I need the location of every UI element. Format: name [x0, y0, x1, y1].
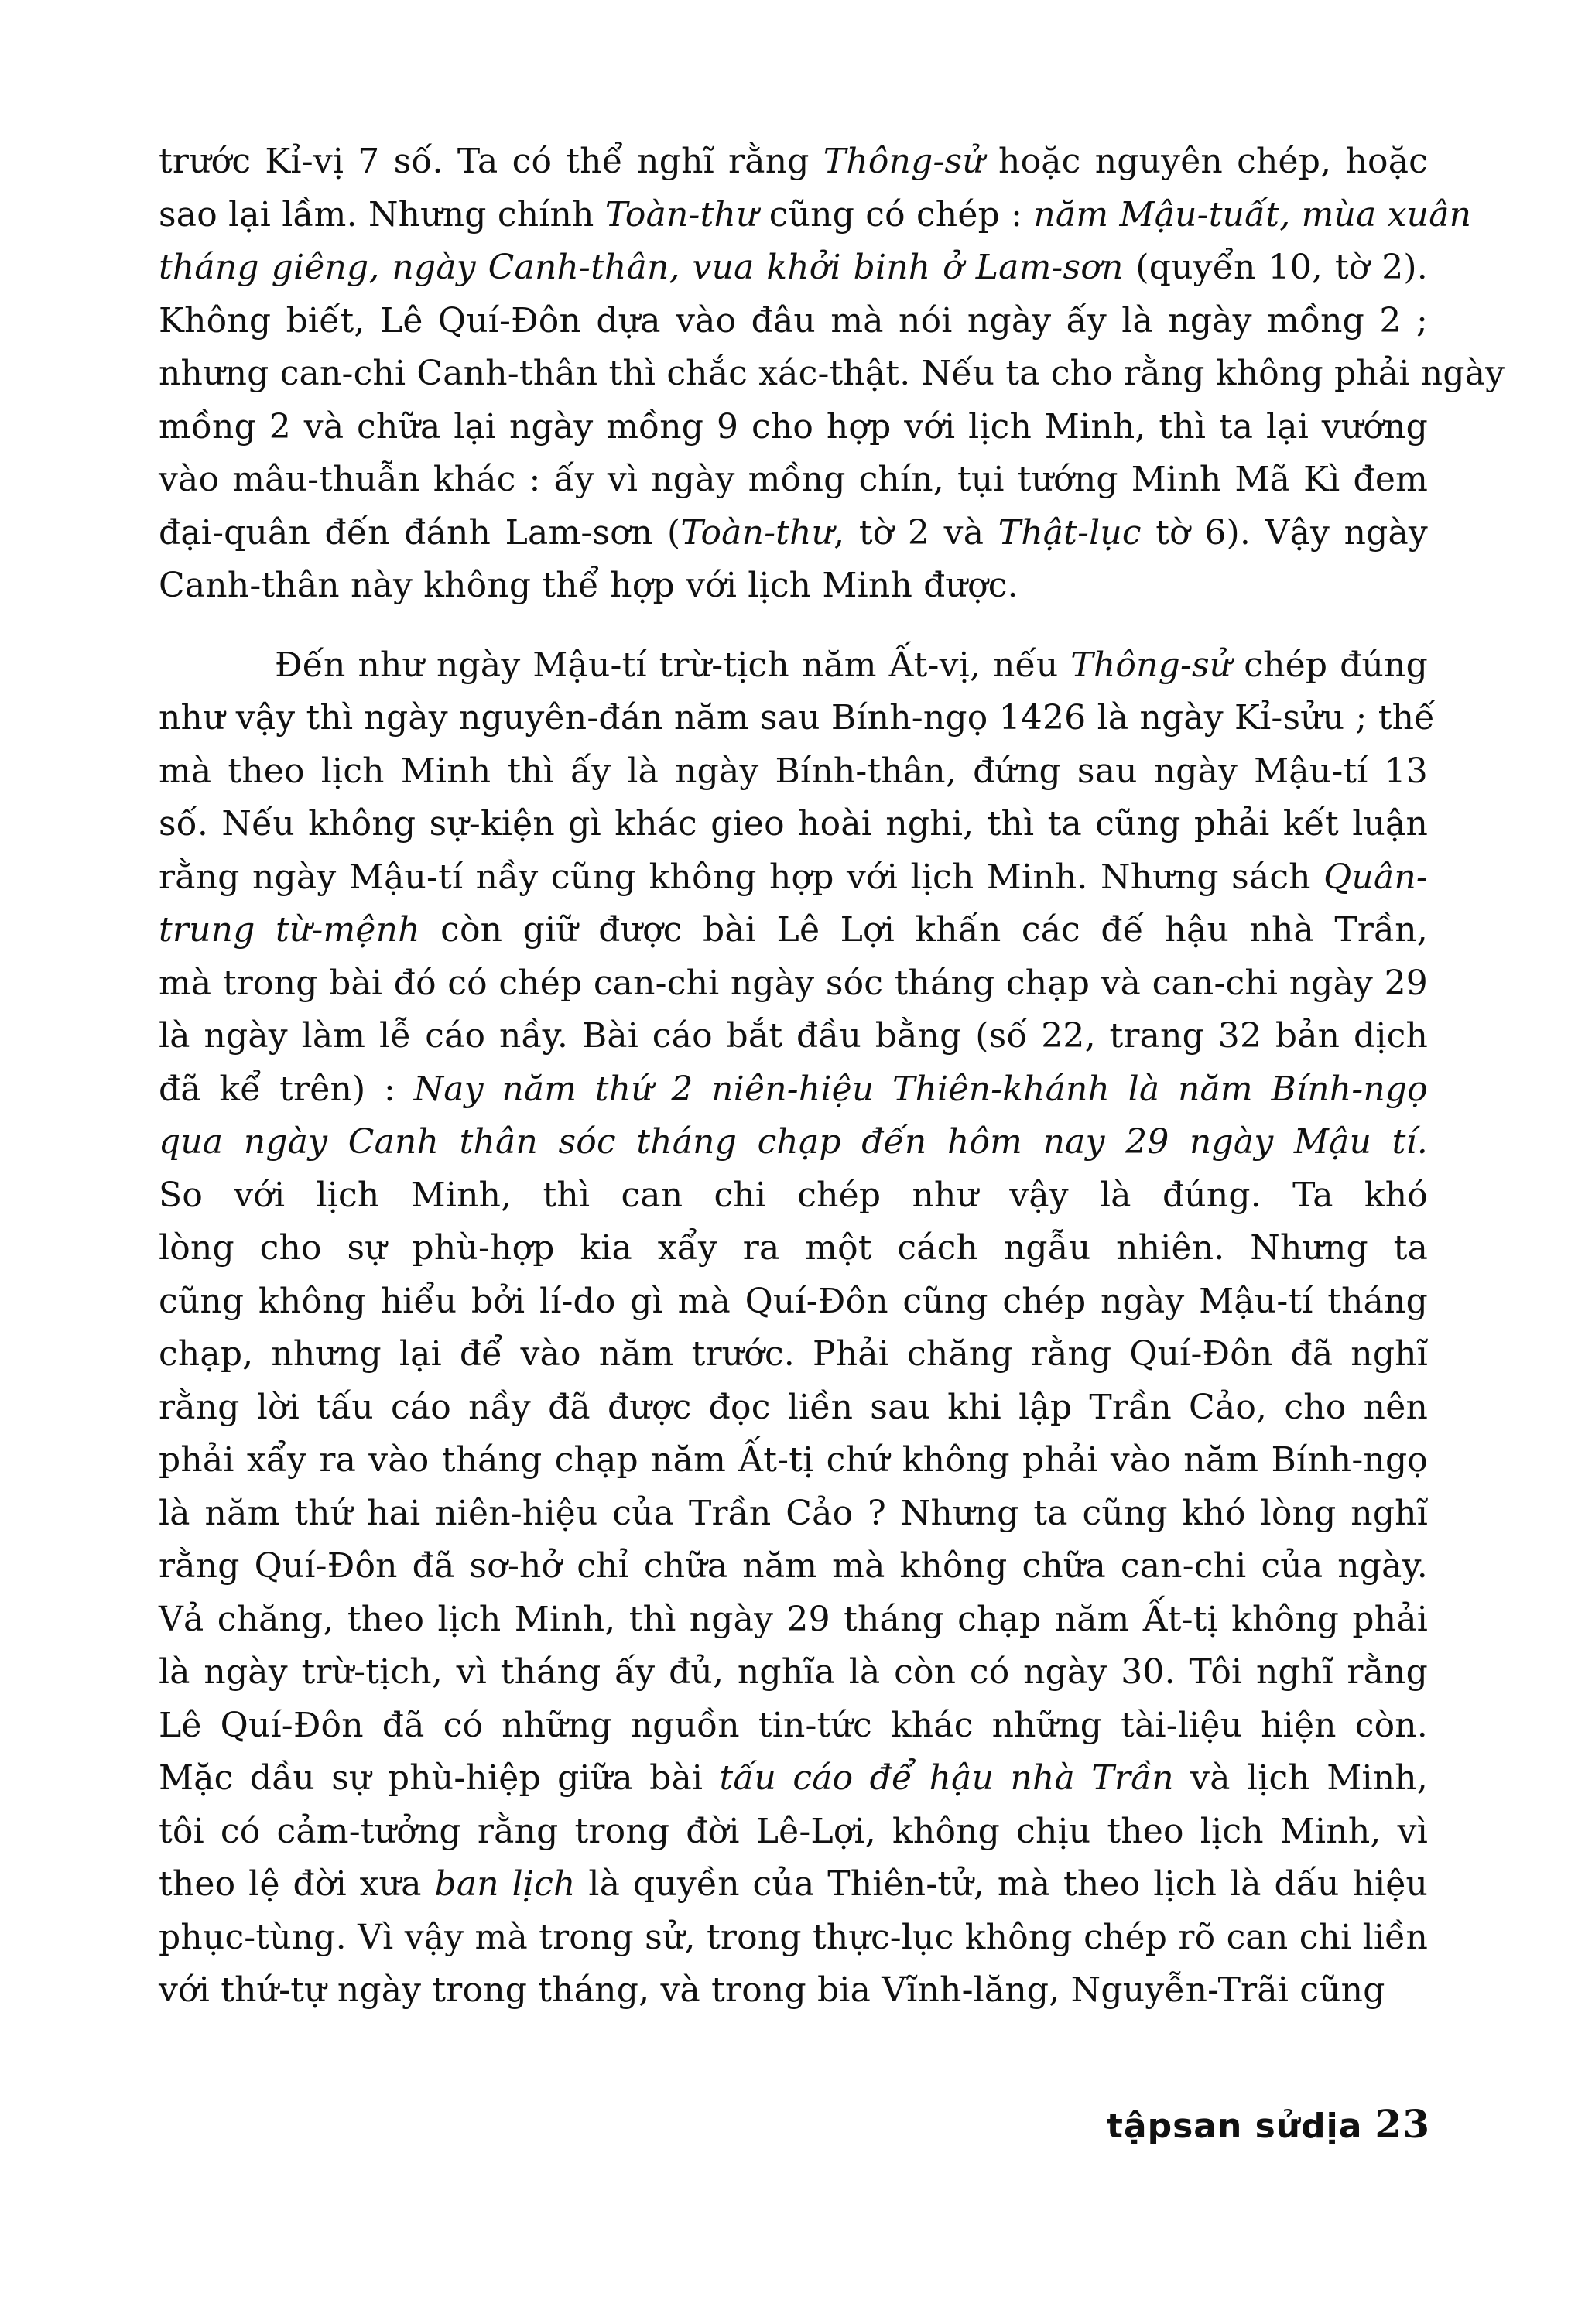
- text-line: trung từ-mệnh còn giữ được bài Lê Lợi khấn các đế hậu nhà Trần,: [159, 910, 1428, 950]
- text-line: trước Kỉ-vị 7 số. Ta có thể nghĩ rằng Thông-sử hoặc nguyên chép, hoặc: [159, 142, 1428, 181]
- text-line: cũng không hiểu bởi lí-do gì mà Quí-Đôn cũng chép ngày Mậu-tí tháng: [159, 1281, 1428, 1321]
- text-line: chạp, nhưng lại để vào năm trước. Phải chăng rằng Quí-Đôn đã nghĩ: [159, 1334, 1428, 1374]
- journal-name: tậpsan sửdịa: [1106, 2107, 1363, 2146]
- text-line: qua ngày Canh thân sóc tháng chạp đến hôm nay 29 ngày Mậu tí.: [159, 1122, 1428, 1162]
- text-line: Vả chăng, theo lịch Minh, thì ngày 29 tháng chạp năm Ất-tị không phải: [159, 1599, 1428, 1639]
- text-line: tôi có cảm-tưởng rằng trong đời Lê-Lợi, không chịu theo lịch Minh, vì: [159, 1811, 1428, 1851]
- page-footer: [1107, 2101, 1430, 2147]
- text-line: là ngày trừ-tịch, vì tháng ấy đủ, nghĩa là còn có ngày 30. Tôi nghĩ rằng: [159, 1652, 1428, 1692]
- text-line: đã kể trên) : Nay năm thứ 2 niên-hiệu Thiên-khánh là năm Bính-ngọ: [159, 1069, 1428, 1109]
- text-line: Canh-thân này không thể hợp với lịch Minh được.: [159, 566, 1018, 605]
- text-line: Mặc dầu sự phù-hiệp giữa bài tấu cáo để hậu nhà Trần và lịch Minh,: [159, 1758, 1428, 1798]
- paragraph-1: [159, 135, 1505, 613]
- paragraph-2: [159, 639, 1436, 2018]
- text-line: rằng lời tấu cáo nầy đã được đọc liền sau khi lập Trần Cảo, cho nên: [159, 1387, 1428, 1427]
- text-line: Lê Quí-Đôn đã có những nguồn tin-tức khác những tài-liệu hiện còn.: [159, 1705, 1428, 1745]
- text-line: là năm thứ hai niên-hiệu của Trần Cảo ? Nhưng ta cũng khó lòng nghĩ: [159, 1493, 1428, 1533]
- text-line: tháng giêng, ngày Canh-thân, vua khởi binh ở Lam-sơn (quyển 10, tờ 2).: [159, 248, 1428, 287]
- text-line: mồng 2 và chữa lại ngày mồng 9 cho hợp với lịch Minh, thì ta lại vướng: [159, 406, 1428, 447]
- page-number: 23: [1374, 2101, 1430, 2147]
- text-line: rằng Quí-Đôn đã sơ-hở chỉ chữa năm mà không chữa can-chi của ngày.: [159, 1546, 1428, 1586]
- text-line: với thứ-tự ngày trong tháng, và trong bia Vĩnh-lăng, Nguyễn-Trãi cũng: [159, 1970, 1385, 2010]
- text-line: số. Nếu không sự-kiện gì khác gieo hoài nghi, thì ta cũng phải kết luận: [159, 804, 1428, 844]
- text-line: nhưng can-chi Canh-thân thì chắc xác-thật. Nếu ta cho rằng không phải ngày: [159, 354, 1505, 393]
- text-line: mà theo lịch Minh thì ấy là ngày Bính-thân, đứng sau ngày Mậu-tí 13: [159, 751, 1428, 791]
- text-line: theo lệ đời xưa ban lịch là quyền của Thiên-tử, mà theo lịch là dấu hiệu: [159, 1864, 1428, 1904]
- text-line: mà trong bài đó có chép can-chi ngày sóc tháng chạp và can-chi ngày 29: [159, 963, 1428, 1003]
- text-line: Đến như ngày Mậu-tí trừ-tịch năm Ất-vị, nếu Thông-sử chép đúng: [275, 645, 1428, 685]
- text-line: Không biết, Lê Quí-Đôn dựa vào đâu mà nói ngày ấy là ngày mồng 2 ;: [159, 300, 1428, 341]
- text-line: là ngày làm lễ cáo nầy. Bài cáo bắt đầu bằng (số 22, trang 32 bản dịch: [159, 1016, 1428, 1056]
- text-line: như vậy thì ngày nguyên-đán năm sau Bính-ngọ 1426 là ngày Kỉ-sửu ; thế: [159, 698, 1436, 738]
- text-line: lòng cho sự phù-hợp kia xẩy ra một cách ngẫu nhiên. Nhưng ta: [159, 1228, 1428, 1268]
- text-line: đại-quân đến đánh Lam-sơn (Toàn-thư, tờ 2 và Thật-lục tờ 6). Vậy ngày: [159, 512, 1428, 553]
- page-body: [159, 135, 1505, 2018]
- text-line: vào mâu-thuẫn khác : ấy vì ngày mồng chín, tụi tướng Minh Mã Kì đem: [159, 460, 1428, 499]
- text-line: phải xẩy ra vào tháng chạp năm Ất-tị chứ không phải vào năm Bính-ngọ: [159, 1440, 1428, 1480]
- text-line: phục-tùng. Vì vậy mà trong sử, trong thực-lục không chép rõ can chi liền: [159, 1917, 1428, 1957]
- text-line: So với lịch Minh, thì can chi chép như vậy là đúng. Ta khó: [159, 1175, 1428, 1215]
- text-line: rằng ngày Mậu-tí nầy cũng không hợp với lịch Minh. Nhưng sách Quân-: [159, 857, 1428, 897]
- text-line: sao lại lầm. Nhưng chính Toàn-thư cũng có chép : năm Mậu-tuất, mùa xuân: [159, 194, 1472, 234]
